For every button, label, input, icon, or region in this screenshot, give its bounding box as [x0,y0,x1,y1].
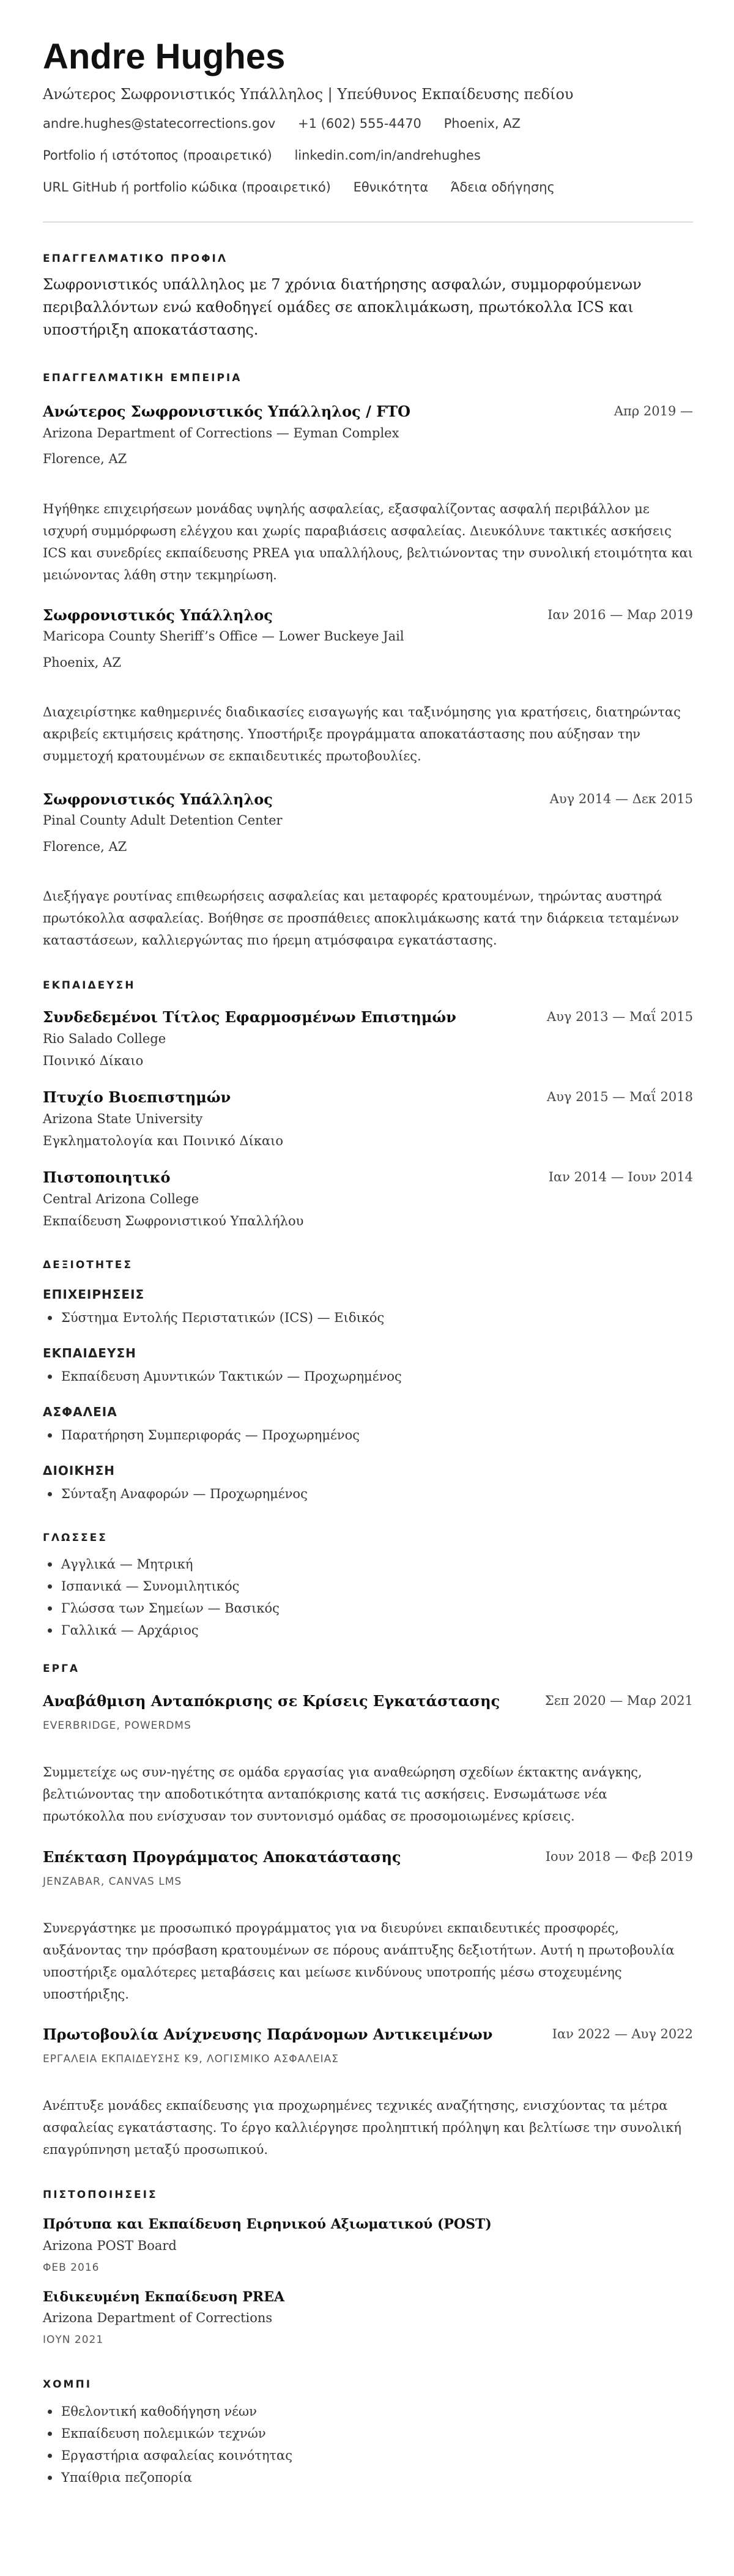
degree-date: Αυγ 2015 — Μαΐ 2018 [547,1089,693,1104]
project-tools: ΕΡΓΑΛΕΙΑ ΕΚΠΑΙΔΕΥΣΗΣ Κ9, ΛΟΓΙΣΜΙΚΟ ΑΣΦΑΛΕΙΑΣ [43,2053,339,2065]
phone-link[interactable]: +1 (602) 555-4470 [298,116,421,131]
profile-heading: ΕΠΑΓΓΕΛΜΑΤΙΚΟ ΠΡΟΦΙΛ [43,253,228,265]
certification-issuer: Arizona POST Board [43,2238,177,2253]
certification-date: ΙΟΥΝ 2021 [43,2334,104,2346]
degree-title: Πιστοποιητικό [43,1168,171,1186]
hobby-item: Εκπαίδευση πολεμικών τεχνών [43,2422,292,2444]
github-link[interactable]: URL GitHub ή portfolio κώδικα (προαιρετικό) [43,180,331,195]
degree-field: Εγκληματολογία και Ποινικό Δίκαιο [43,1134,284,1148]
job-title: Σωφρονιστικός Υπάλληλος [43,790,273,808]
header-divider [43,221,693,223]
language-item: Αγγλικά — Μητρική [43,1553,280,1575]
school-name: Rio Salado College [43,1031,166,1046]
certification-date: ΦΕΒ 2016 [43,2262,100,2274]
job-description: Διεξήγαγε ρουτίνας επιθεωρήσεις ασφαλείας και μεταφορές κρατουμένων, τηρώντας αυστηρά πρωτόκολλα ασφαλείας. Βοήθησε σε προσπάθειες αποκλιμάκωσης κατά την διάρκεια τεταμένων καταστάσεων, καλλιεργώντας πιο ήρεμη ατμόσφαιρα εγκατάστασης. [43,889,679,948]
education-heading: ΕΚΠΑΙΔΕΥΣΗ [43,979,136,992]
candidate-headline: Ανώτερος Σωφρονιστικός Υπάλληλος | Υπεύθυνος Εκπαίδευσης πεδίου [43,86,574,103]
job-date: Ιαν 2016 — Μαρ 2019 [547,607,693,622]
project-title: Επέκταση Προγράμματος Αποκατάστασης [43,1848,401,1866]
contact-row-1 [43,116,539,135]
job-title: Σωφρονιστικός Υπάλληλος [43,606,273,624]
hobby-item: Εργαστήρια ασφαλείας κοινότητας [43,2444,292,2467]
job-date: Αυγ 2014 — Δεκ 2015 [549,792,693,806]
skill-item: Εκπαίδευση Αμυντικών Τακτικών — Προχωρημένος [43,1365,402,1387]
skill-category: ΕΚΠΑΙΔΕΥΣΗ [43,1346,136,1360]
language-item: Γλώσσα των Σημείων — Βασικός [43,1597,280,1619]
school-name: Central Arizona College [43,1192,199,1206]
job-location: Florence, AZ [43,839,127,854]
project-title: Πρωτοβουλία Ανίχνευσης Παράνομων Αντικειμένων [43,2025,493,2043]
job-date: Απρ 2019 — [614,404,693,418]
project-description: Ανέπτυξε μονάδες εκπαίδευσης για προχωρημένες τεχνικές αναζήτησης, ενισχύοντας τα μέτρα ασφαλείας εγκατάστασης. Το έργο καλλιέργησε προληπτική πρόληψη και βελτίωσε την συνολική επαγρύπνηση μεταξύ προσωπικού. [43,2098,681,2157]
job-organization: Pinal County Adult Detention Center [43,813,283,828]
job-organization: Arizona Department of Corrections — Eyman Complex [43,426,399,440]
hobby-list [43,2400,292,2489]
degree-field: Ποινικό Δίκαιο [43,1053,144,1068]
skill-category: ΕΠΙΧΕΙΡΗΣΕΙΣ [43,1287,145,1302]
degree-date: Αυγ 2013 — Μαΐ 2015 [547,1009,693,1024]
driving-license-text: Άδεια οδήγησης [450,180,555,195]
degree-title: Πτυχίο Βιοεπιστημών [43,1088,231,1106]
certification-issuer: Arizona Department of Corrections [43,2311,273,2325]
projects-heading: ΕΡΓΑ [43,1663,80,1675]
portfolio-link[interactable]: Portfolio ή ιστότοπος (προαιρετικό) [43,148,272,163]
candidate-name: Andre Hughes [43,37,286,76]
hobby-item: Υπαίθρια πεζοπορία [43,2467,292,2489]
experience-heading: ΕΠΑΓΓΕΛΜΑΤΙΚΗ ΕΜΠΕΙΡΙΑ [43,372,242,384]
nationality-text: Εθνικότητα [353,180,429,195]
project-title: Αναβάθμιση Ανταπόκρισης σε Κρίσεις Εγκατάστασης [43,1692,500,1710]
hobby-item: Εθελοντική καθοδήγηση νέων [43,2400,292,2422]
language-item: Ισπανικά — Συνομιλητικός [43,1575,280,1597]
contact-row-2 [43,148,499,166]
project-date: Ιαν 2022 — Αυγ 2022 [552,2027,693,2041]
skill-category: ΔΙΟΙΚΗΣΗ [43,1463,115,1478]
skill-list [43,1424,360,1446]
job-description: Ηγήθηκε επιχειρήσεων μονάδας υψηλής ασφαλείας, εξασφαλίζοντας ασφαλή περιβάλλον με ισχυρή συμμόρφωση ελέγχου και χωρίς παραβιάσεις ασφαλείας. Διευκόλυνε τακτικές ασκήσεις ICS και συνεδρίες εκπαίδευσης PREA για υπαλλήλους, βελτιώνοντας την συνολική ετοιμότητα και μειώνοντας λάθη στην τεκμηρίωση. [43,502,693,582]
project-tools: JENZABAR, CANVAS LMS [43,1876,182,1888]
languages-heading: ΓΛΩΣΣΕΣ [43,1532,108,1544]
language-list [43,1553,280,1641]
job-title: Ανώτερος Σωφρονιστικός Υπάλληλος / FTO [43,403,410,420]
skill-list [43,1483,308,1505]
skills-heading: ΔΕΞΙΟΤΗΤΕΣ [43,1259,133,1271]
project-tools: EVERBRIDGE, POWERDMS [43,1720,191,1732]
hobbies-heading: ΧΟΜΠΙ [43,2378,92,2391]
job-location: Phoenix, AZ [43,655,121,670]
certifications-heading: ΠΙΣΤΟΠΟΙΗΣΕΙΣ [43,2189,158,2201]
linkedin-link[interactable]: linkedin.com/in/andrehughes [294,148,481,163]
project-date: Ιουν 2018 — Φεβ 2019 [545,1849,693,1864]
certification-title: Πρότυπα και Εκπαίδευση Ειρηνικού Αξιωματικού (POST) [43,2216,492,2232]
job-description: Διαχειρίστηκε καθημερινές διαδικασίες εισαγωγής και ταξινόμησης για κρατήσεις, διατηρώντας ακριβείς εκτιμήσεις κράτησης. Υποστήριξε προγράμματα αποκατάστασης που αύξησαν την συμμετοχή κρατουμένων σε εκπαιδευτικές πρωτοβουλίες. [43,705,681,763]
contact-row-3 [43,180,573,198]
skill-list [43,1307,384,1329]
skill-list [43,1365,402,1387]
school-name: Arizona State University [43,1112,203,1126]
skill-item: Σύνταξη Αναφορών — Προχωρημένος [43,1483,308,1505]
skill-category: ΑΣΦΑΛΕΙΑ [43,1405,117,1419]
job-location: Florence, AZ [43,451,127,466]
degree-field: Εκπαίδευση Σωφρονιστικού Υπαλλήλου [43,1214,304,1228]
location-text: Phoenix, AZ [443,116,521,131]
certification-title: Ειδικευμένη Εκπαίδευση PREA [43,2289,285,2305]
skill-item: Σύστημα Εντολής Περιστατικών (ICS) — Ειδικός [43,1307,384,1329]
degree-title: Συνδεδεμένοι Τίτλος Εφαρμοσμένων Επιστημών [43,1008,456,1026]
degree-date: Ιαν 2014 — Ιουν 2014 [548,1170,693,1184]
language-item: Γαλλικά — Αρχάριος [43,1619,280,1641]
project-date: Σεπ 2020 — Μαρ 2021 [544,1693,693,1708]
email-link[interactable]: andre.hughes@statecorrections.gov [43,116,276,131]
profile-text: Σωφρονιστικός υπάλληλος με 7 χρόνια διατήρησης ασφαλών, συμμορφούμενων περιβαλλόντων ενώ καθοδηγεί ομάδες σε αποκλιμάκωση, πρωτόκολλα ICS και υποστήριξη αποκατάστασης. [43,276,642,338]
project-description: Συνεργάστηκε με προσωπικό προγράμματος για να διευρύνει εκπαιδευτικές προσφορές, αυξάνοντας την πρόσβαση κρατουμένων σε πόρους ανάπτυξης δεξιοτήτων. Αυτή η πρωτοβουλία υποστήριξε ομαλότερες μεταβάσεις και μείωσε κινδύνους υποτροπής μέσω στοχευμένης υποστήριξης. [43,1921,675,2002]
skill-item: Παρατήρηση Συμπεριφοράς — Προχωρημένος [43,1424,360,1446]
job-organization: Maricopa County Sheriff’s Office — Lower Buckeye Jail [43,629,404,644]
project-description: Συμμετείχε ως συν-ηγέτης σε ομάδα εργασίας για αναθεώρηση σχεδίων έκτακτης ανάγκης, βελτιώνοντας την αποδοτικότητα ανταπόκρισης κατά τις ασκήσεις. Ενσωμάτωσε νέα πρωτόκολλα που ενίσχυσαν τον συντονισμό ομάδας σε προσομοιωμένες κρίσεις. [43,1765,642,1824]
